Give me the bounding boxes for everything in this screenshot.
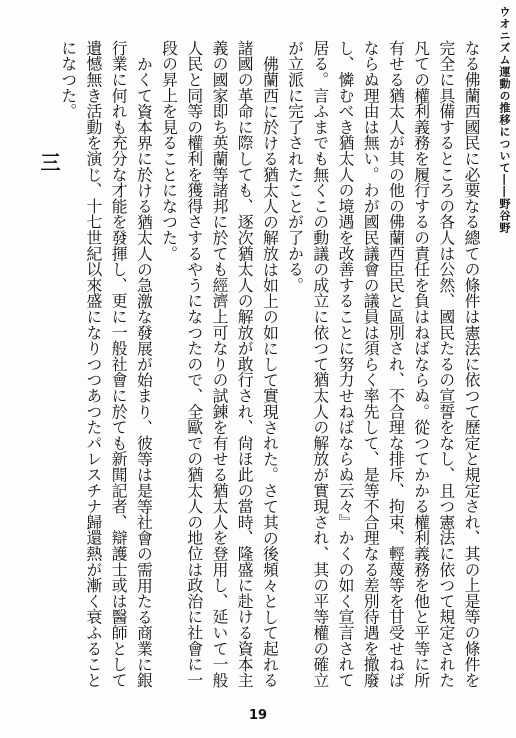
paragraph: 佛蘭西に於ける猶太人の解放は如上の如にして實現された。さて其の後頻々として起れる諸國の革命に際しても、逐次猶太人の解放が敢行され、尙ほ此の當時、隆盛に赴ける資本主義の國家即ち英蘭等諸邦に於ても經濟上可なりの試錬を有せる猶太人を登用し、延いて一般人民と同等の權利を獲得さするやうになつたので、全歐での猶太人の地位は政治に社會に一段の昇上を見ることになつた。 [159, 40, 280, 688]
paragraph: なる佛蘭西國民に必要なる總ての條件は憲法に依つて歷定と規定され、其の上是等の條件を完全に具備するところの各人は公然、國民たるの宣誓をなし、且つ憲法に依つて規定された凡ての權利義務を履行するの責任を負はねばならぬ。從つてかかる權利義務を他と平等に所有せる猶太人が其の他の佛蘭西臣民と區別され、不合理な排斥、拘束、輕蔑等を甘受せねばならぬ理由は無い。わが國民議會の議員は須らく率先して、是等不合理なる差別待遇を撤廢し、憐むべき猶太人の境遇を改善することに努力せねばならぬ云々』かくの如く宣言されて居る。言ふまでも無くこの動議の成立に依つて猶太人の解放が實現され、其の平等權の確立が立派に完了されたことが了かる。 [285, 40, 481, 688]
section-marker: 三 [37, 152, 61, 172]
body-text [58, 40, 484, 700]
page-number: 19 [248, 708, 268, 723]
paragraph: かくて資本界に於ける猶太人の急激な發展が始まり、彼等は是等社會の需用たる商業に銀行業に何れも充分な才能を發揮し、更に一般社會に於ても新聞記者、辯護士或は醫師として遺憾無き活動を演じ、十七世紀以來盛になりつつあつたパレスチナ歸還熱が漸く衰ふることになつた。 [58, 40, 154, 688]
running-head: ウオニズム運動の推移について――野谷野 [498, 6, 511, 234]
